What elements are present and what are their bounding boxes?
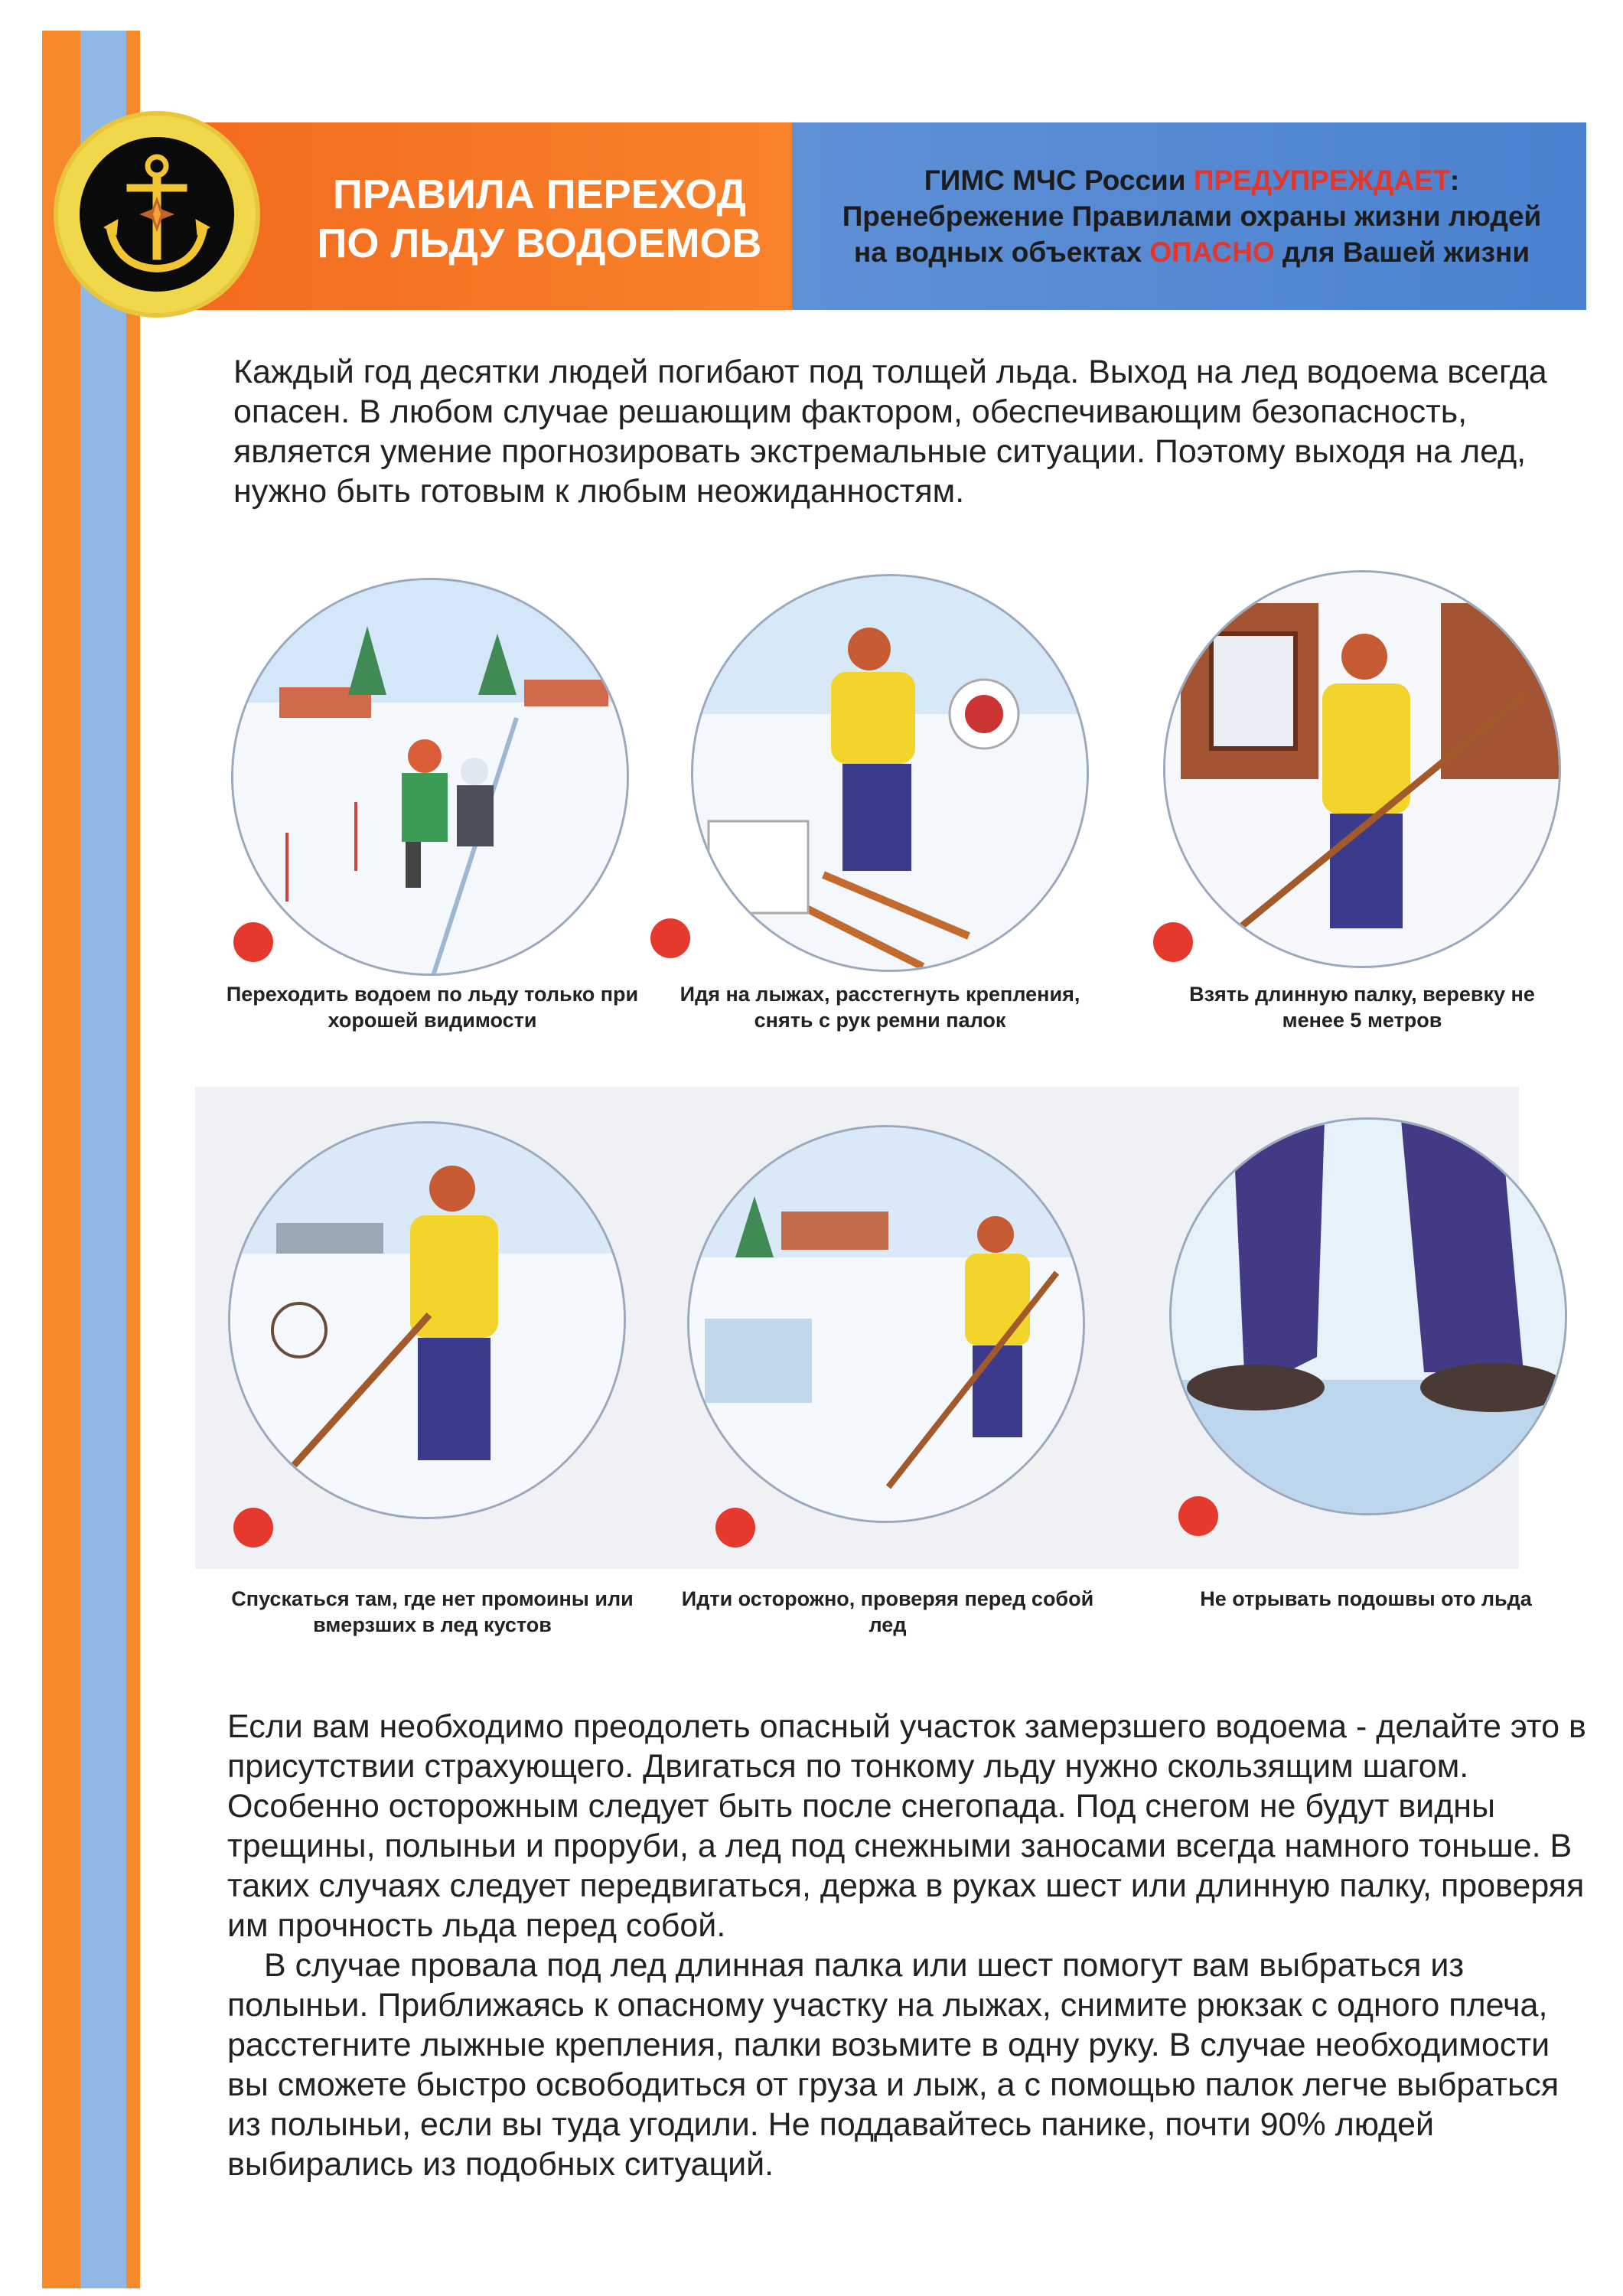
warning-line-3-red: ОПАСНО <box>1149 236 1275 268</box>
rule-marker-2 <box>650 918 690 958</box>
warning-line-1-text: ГИМС МЧС России <box>924 165 1194 196</box>
warning-line-2: Пренебрежение Правилами охраны жизни людей <box>842 201 1542 232</box>
rule-illustration-1 <box>231 578 629 976</box>
rule-caption-5: Идти осторожно, проверяя перед собой лед <box>681 1587 1094 1636</box>
safety-paragraph-2: В случае провала под лед длинная палка или шест помогут вам выбраться из полыньи. Приближаясь к опасному участку на лыжах, снимите рюкзак с одного плеча, расстегните лыжные крепления, палки возьмите в одну руку. В случае необходимости вы сможете быстро освободиться от груза и лыж, а с помощью палок легче выбраться из полыньи, если вы туда угодили. Не поддавайтесь панике, почти 90% людей выбирались из подобных ситуаций. <box>227 1947 1559 2183</box>
warning-line-1-red: ПРЕДУПРЕЖДАЕТ <box>1193 165 1450 196</box>
rule-marker-3 <box>1153 922 1193 962</box>
anchor-emblem-icon <box>54 111 260 318</box>
side-stripe-blue <box>80 31 126 2288</box>
title-line-1: ПРАВИЛА ПЕРЕХОД <box>332 171 747 217</box>
title-line-2: ПО ЛЬДУ ВОДОЕМОВ <box>317 220 762 266</box>
rule-marker-4 <box>233 1508 273 1548</box>
warning-line-3-text: на водных объектах <box>853 236 1150 268</box>
warning-block <box>800 162 1584 270</box>
rule-illustration-5 <box>687 1125 1085 1523</box>
rule-marker-5 <box>715 1508 755 1548</box>
rule-illustration-4 <box>228 1121 626 1519</box>
rule-caption-4: Спускаться там, где нет промоины или вмерзших в лед кустов <box>231 1587 634 1636</box>
rule-illustration-3 <box>1163 570 1561 968</box>
safety-paragraph-1: Если вам необходимо преодолеть опасный участок замерзшего водоема - делайте это в присутствии страхующего. Двигаться по тонкому льду нужно скользящим шагом. Особенно осторожным следует быть после снегопада. Под снегом не будут видны трещины, полыньи и проруби, а лед под снежными заносами всегда намного тоньше. В таких случаях следует передвигаться, держа в руках шест или длинную палку, проверяя им прочность льда перед собой. <box>227 1708 1586 1944</box>
intro-paragraph: Каждый год десятки людей погибают под толщей льда. Выход на лед водоема всегда опасен. В любом случае решающим фактором, обеспечивающим безопасность, является умение прогнозировать экстремальные ситуации. Поэтому выходя на лед, нужно быть готовым к любым неожиданностям. <box>233 354 1547 510</box>
rule-illustration-2 <box>691 574 1089 972</box>
warning-line-3 <box>800 234 1584 270</box>
rule-marker-6 <box>1178 1496 1218 1536</box>
rule-caption-1: Переходить водоем по льду только при хорошей видимости <box>226 983 639 1032</box>
warning-line-1 <box>800 162 1584 198</box>
safety-text <box>227 1707 1597 2184</box>
warning-line-1-end: : <box>1449 165 1460 196</box>
rule-caption-3: Взять длинную палку, веревку не менее 5 метров <box>1189 983 1535 1032</box>
rule-illustration-6 <box>1169 1117 1567 1515</box>
side-stripe-orange <box>42 31 80 2288</box>
page-title <box>295 170 784 268</box>
rule-caption-6: Не отрывать подошвы ото льда <box>1200 1587 1532 1610</box>
warning-line-3-end: для Вашей жизни <box>1274 236 1530 268</box>
rule-marker-1 <box>233 922 273 962</box>
rule-caption-2: Идя на лыжах, расстегнуть крепления, снять с рук ремни палок <box>680 983 1080 1032</box>
side-stripe-orange-thin <box>126 31 140 2288</box>
